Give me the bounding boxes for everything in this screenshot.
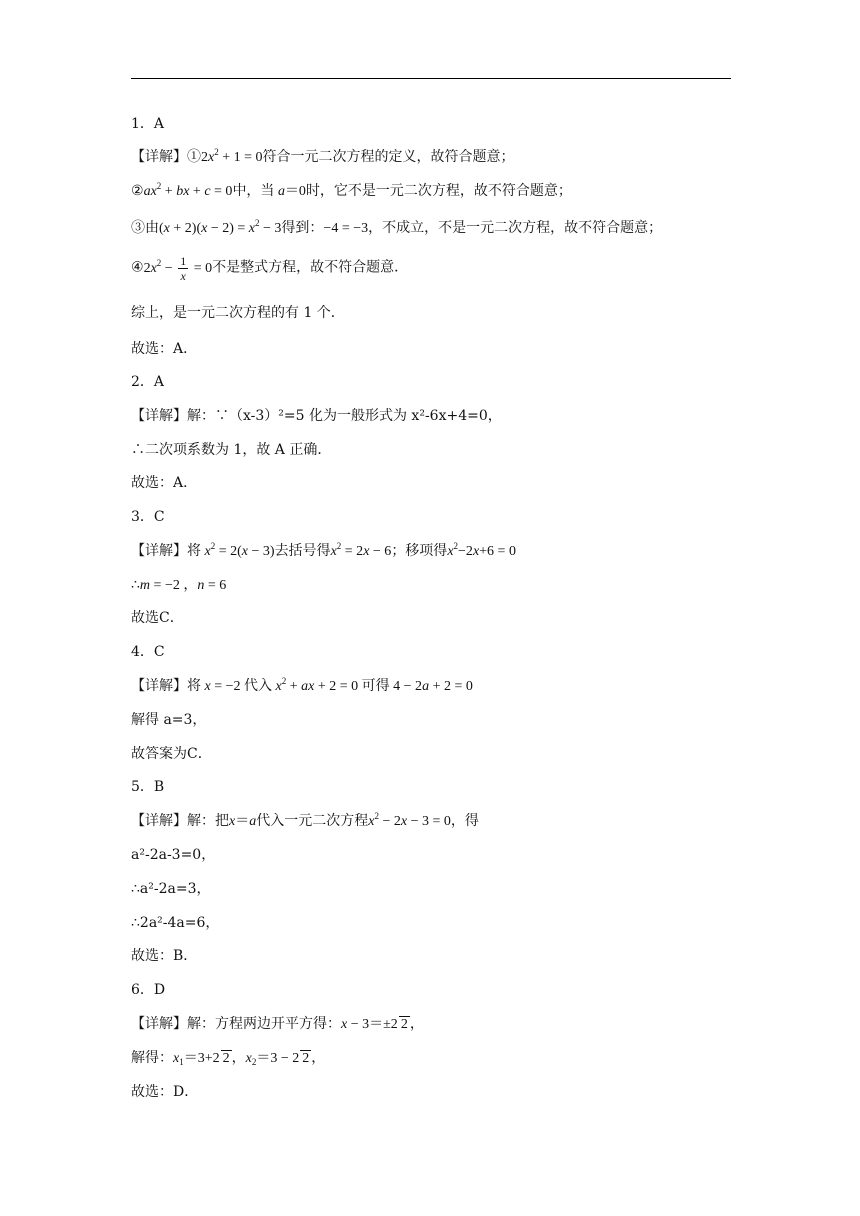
q1-choice: 故选：A． (131, 341, 198, 357)
q2-choice: 故选：A． (131, 475, 198, 491)
equation: $x^2 = 2x - 6$ (330, 541, 392, 559)
q5-explain-4: ∴2a²-4a=6， (131, 915, 220, 931)
explain-text: 时，它不是一元二次方程，故不符合题意； (305, 183, 572, 199)
q1-summary: 综上，是一元二次方程的有 1 个． (131, 305, 345, 321)
q3-explain-2 (131, 576, 226, 595)
q4-explain-2: 解得 a=3， (131, 712, 207, 728)
q1-explain-3 (131, 219, 662, 238)
q6-answer: 6．D (131, 982, 166, 998)
equation: $ax^2$ + bx + c = 0 (143, 181, 233, 199)
explain-tag: 解得： (131, 1050, 173, 1066)
explain-text: ③由 (131, 220, 159, 236)
equation: m = −2 ，n = 6 (139, 578, 227, 593)
q5-answer: 5．B (131, 779, 165, 795)
explain-text: 不是整式方程，故不符合题意． (212, 259, 409, 276)
equation: x = −2 (204, 679, 245, 694)
explain-tag: 【详解】 (131, 149, 187, 165)
explain-tag: 【详解】解：方程两边开平方得： (131, 1016, 341, 1032)
explain-text: 得到： (281, 220, 324, 236)
q5-explain-1 (131, 812, 479, 831)
explain-text: 代入 (244, 678, 273, 694)
circle-number: ① (187, 149, 201, 165)
explain-text: 去括号得 (274, 543, 331, 559)
q4-choice: 故答案为C． (131, 746, 212, 762)
header-rule (131, 78, 731, 79)
q1-explain-4 (131, 254, 408, 283)
q3-choice: 故选C． (131, 610, 184, 626)
q5-explain-3: ∴a²-2a=3， (131, 881, 211, 897)
equation: $x^2 - 2x - 3 = 0$ (368, 811, 451, 829)
explain-text: ，不成立，不是一元二次方程，故不符合题意； (368, 220, 663, 236)
q6-explain-2 (131, 1049, 325, 1068)
explain-text: 符合一元二次方程的定义，故符合题意； (262, 149, 515, 165)
equation: x − 3＝±2 2 ， (341, 1017, 424, 1032)
q6-choice: 故选：D． (131, 1084, 199, 1100)
equation: $(x + 2)(x - 2) = x^2 - 3$ (159, 218, 282, 236)
q2-explain-1: 【详解】解：∵（x-3）²=5 化为一般形式为 x²-6x+4=0， (131, 408, 502, 424)
equation: a＝0 (277, 184, 306, 199)
q4-explain-1 (131, 677, 473, 696)
q1-answer: 1．A (131, 116, 165, 132)
explain-text: 代入一元二次方程 (256, 813, 369, 829)
equation: 4 − 2a + 2 = 0 (389, 679, 473, 694)
q1-explain-2 (131, 182, 572, 201)
q3-answer: 3．C (131, 509, 165, 525)
q5-explain-2: a²-2a-3=0， (131, 847, 216, 863)
explain-text: ，得 (450, 813, 479, 829)
explain-text: 中，当 (232, 183, 275, 199)
q5-choice: 故选：B． (131, 948, 198, 964)
explain-tag: 【详解】将 (131, 678, 201, 694)
therefore-symbol: ∴ (131, 577, 140, 593)
equation: −4 = −3 (323, 221, 369, 236)
explain-tag: 【详解】将 (131, 543, 201, 559)
q1-explain-1 (131, 148, 515, 167)
equation: $x^2 = 2(x - 3)$ (204, 541, 275, 559)
q6-explain-1 (131, 1015, 424, 1034)
explain-text: 可得 (361, 678, 390, 694)
equation: x＝a (229, 814, 257, 829)
equation: $2x^2 + 1 = 0$ (201, 147, 263, 165)
q3-explain-1 (131, 542, 516, 561)
equation: $2x^2$ − $\frac{1}{x}$ = 0 (143, 254, 213, 283)
q2-answer: 2．A (131, 374, 165, 390)
equation: $x_1=3+2$ 2 ，$x_2=3 - 2$ 2 ， (173, 1051, 326, 1067)
explain-tag: 【详解】解：把 (131, 813, 229, 829)
explain-text: ；移项得 (391, 543, 448, 559)
circle-number: ④ (131, 259, 144, 276)
equation: $x^2$ + ax + 2 = 0 (275, 676, 362, 694)
q2-explain-2: ∴二次项系数为 1，故 A 正确． (131, 442, 332, 458)
circle-number: ② (131, 183, 144, 199)
equation: $x^2-2x+6 = 0$ (447, 541, 516, 559)
q4-answer: 4．C (131, 644, 165, 660)
